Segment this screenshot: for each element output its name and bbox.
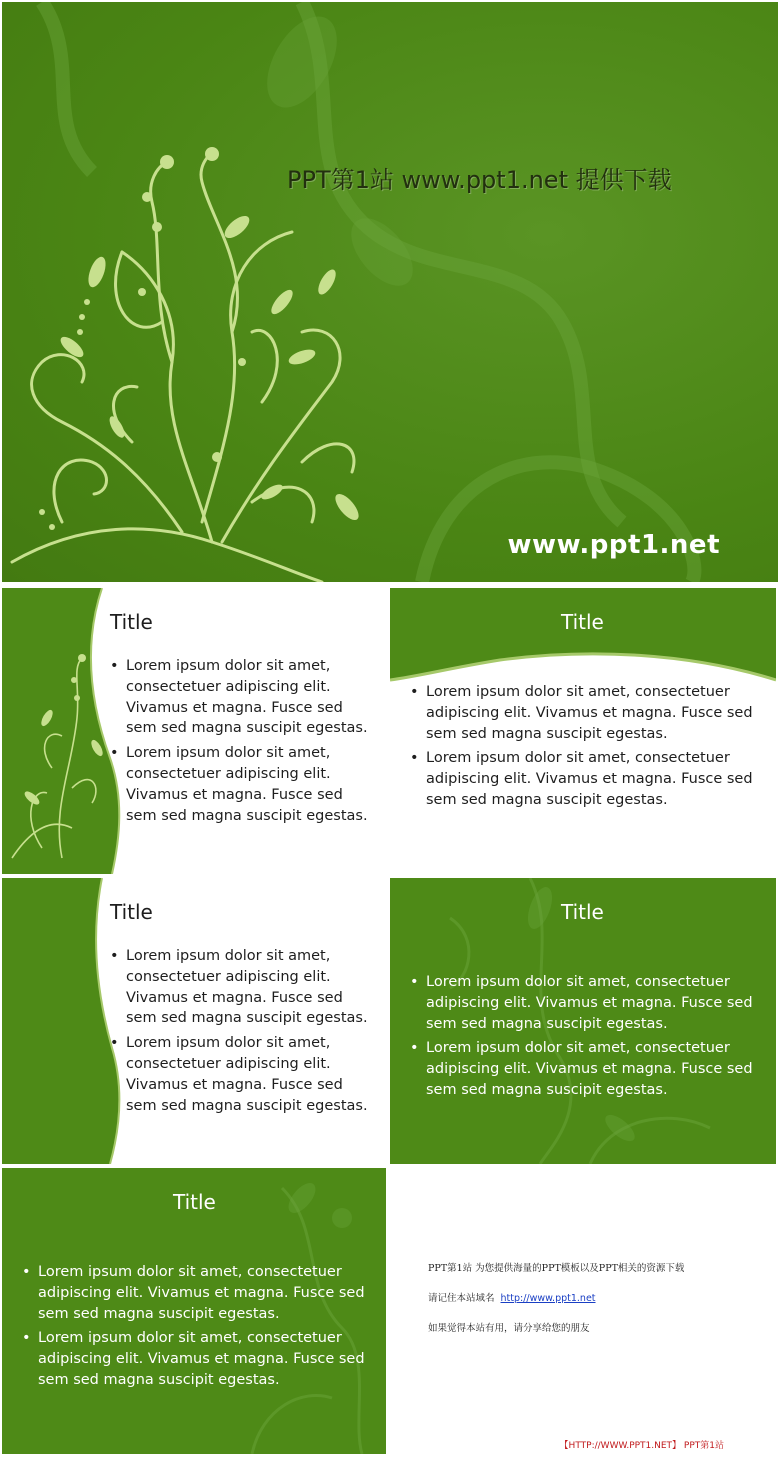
site-info <box>428 1260 768 1350</box>
bullet-item: • Lorem ipsum dolor sit amet, consectetuer adipiscing elit. Vivamus et magna. Fusce sed sem sed magna suscipit egestas. <box>22 1328 370 1390</box>
bullet-list <box>410 682 760 815</box>
bullet-item: • Lorem ipsum dolor sit amet, consectetuer adipiscing elit. Vivamus et magna. Fusce sed sem sed magna suscipit egestas. <box>410 682 760 744</box>
site-link[interactable]: http://www.ppt1.net <box>500 1293 596 1304</box>
bullet-list <box>110 656 372 830</box>
bullet-item: • Lorem ipsum dolor sit amet, consectetuer adipiscing elit. Vivamus et magna. Fusce sed sem sed magna suscipit egestas. <box>110 946 372 1029</box>
info-line-1: PPT第1站 为您提供海量的PPT模板以及PPT相关的资源下载 <box>428 1263 685 1274</box>
slide-4 <box>2 878 386 1164</box>
slide-6 <box>2 1168 386 1454</box>
cover-url: www.ppt1.net <box>507 530 720 560</box>
slide-3 <box>390 588 776 874</box>
cover-slide <box>2 2 778 582</box>
slide-title: Title <box>561 900 604 924</box>
info-line-3: 如果觉得本站有用，请分享给您的朋友 <box>428 1323 590 1334</box>
bullet-item: • Lorem ipsum dolor sit amet, consectetuer adipiscing elit. Vivamus et magna. Fusce sed sem sed magna suscipit egestas. <box>110 1033 372 1116</box>
slide-title: Title <box>110 610 153 634</box>
slide-title: Title <box>561 610 604 634</box>
bullet-item: • Lorem ipsum dolor sit amet, consectetuer adipiscing elit. Vivamus et magna. Fusce sed sem sed magna suscipit egestas. <box>110 743 372 826</box>
info-line-2 <box>428 1290 768 1304</box>
cover-title: PPT第1站 www.ppt1.net 提供下载 <box>287 166 672 194</box>
bullet-item: • Lorem ipsum dolor sit amet, consectetuer adipiscing elit. Vivamus et magna. Fusce sed sem sed magna suscipit egestas. <box>22 1262 370 1324</box>
slide-5 <box>390 878 776 1164</box>
bullet-item: • Lorem ipsum dolor sit amet, consectetuer adipiscing elit. Vivamus et magna. Fusce sed sem sed magna suscipit egestas. <box>410 748 760 810</box>
footer-text: 【HTTP://WWW.PPT1.NET】 PPT第1站 <box>559 1441 724 1451</box>
bullet-list <box>110 946 372 1120</box>
slide-title: Title <box>110 900 153 924</box>
bullet-item: • Lorem ipsum dolor sit amet, consectetuer adipiscing elit. Vivamus et magna. Fusce sed sem sed magna suscipit egestas. <box>410 972 760 1034</box>
bullet-item: • Lorem ipsum dolor sit amet, consectetuer adipiscing elit. Vivamus et magna. Fusce sed sem sed magna suscipit egestas. <box>110 656 372 739</box>
bullet-list <box>410 972 760 1105</box>
slide-2 <box>2 588 386 874</box>
slide-title: Title <box>173 1190 216 1214</box>
floral-vine-illustration <box>2 2 778 582</box>
bullet-item: • Lorem ipsum dolor sit amet, consectetuer adipiscing elit. Vivamus et magna. Fusce sed sem sed magna suscipit egestas. <box>410 1038 760 1100</box>
info-line-2-label: 请记住本站域名 <box>428 1293 495 1304</box>
bullet-list <box>22 1262 370 1395</box>
